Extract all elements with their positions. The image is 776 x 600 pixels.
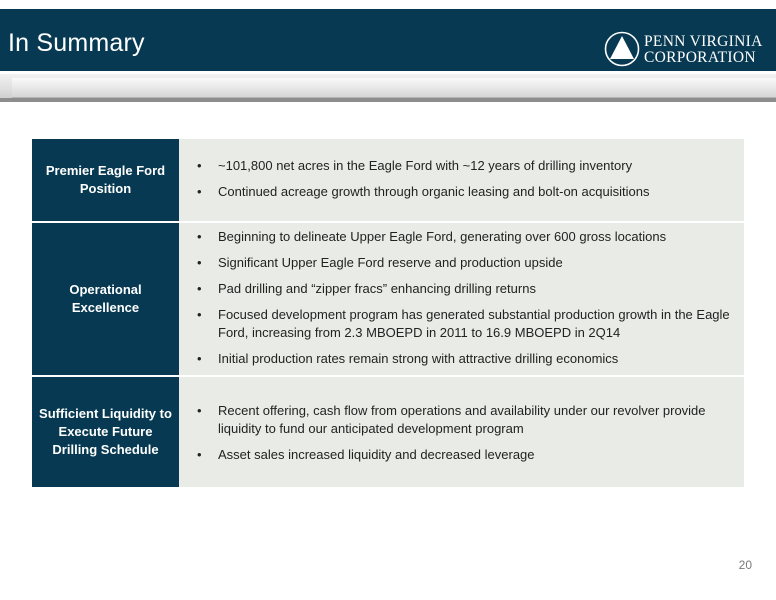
summary-row-operational [32, 223, 744, 377]
bullet-item: • ~101,800 net acres in the Eagle Ford with ~12 years of drilling inventory [197, 157, 730, 175]
summary-row-eagle-ford [32, 139, 744, 223]
bullet-item: • Asset sales increased liquidity and decreased leverage [197, 446, 730, 464]
row-body [179, 139, 744, 221]
slide-header [0, 9, 776, 71]
bullet-list [197, 402, 730, 464]
header-divider-shadow [0, 98, 776, 102]
row-body [179, 223, 744, 375]
row-label: Sufficient Liquidity to Execute Future Drilling Schedule [32, 377, 179, 487]
bullet-item: • Pad drilling and “zipper fracs” enhancing drilling returns [197, 280, 730, 298]
page-number: 20 [738, 558, 752, 572]
bullet-item: • Focused development program has generated substantial production growth in the Eagle Ford, increasing from 2.3 MBOEPD in 2011 to 16.9 MBOEPD in 2Q14 [197, 306, 730, 342]
row-label: Premier Eagle Ford Position [32, 139, 179, 221]
bullet-item: • Beginning to delineate Upper Eagle Ford, generating over 600 gross locations [197, 228, 730, 246]
logo-line1: PENN VIRGINIA [644, 33, 763, 50]
row-label: Operational Excellence [32, 223, 179, 375]
bullet-item: • Recent offering, cash flow from operations and availability under our revolver provide liquidity to fund our anticipated development program [197, 402, 730, 438]
summary-row-liquidity [32, 377, 744, 487]
slide-title: In Summary [8, 29, 145, 57]
logo-line2: CORPORATION [644, 49, 756, 66]
row-body [179, 377, 744, 487]
bullet-item: • Continued acreage growth through organic leasing and bolt-on acquisitions [197, 183, 730, 201]
company-logo [604, 31, 770, 71]
bullet-list [197, 157, 730, 201]
bullet-item: • Initial production rates remain strong with attractive drilling economics [197, 350, 730, 368]
triangle-logo-icon [604, 31, 640, 67]
header-divider-highlight [12, 78, 776, 98]
summary-table [32, 139, 744, 487]
logo-text [644, 34, 763, 66]
bullet-list [197, 228, 730, 368]
bullet-item: • Significant Upper Eagle Ford reserve and production upside [197, 254, 730, 272]
